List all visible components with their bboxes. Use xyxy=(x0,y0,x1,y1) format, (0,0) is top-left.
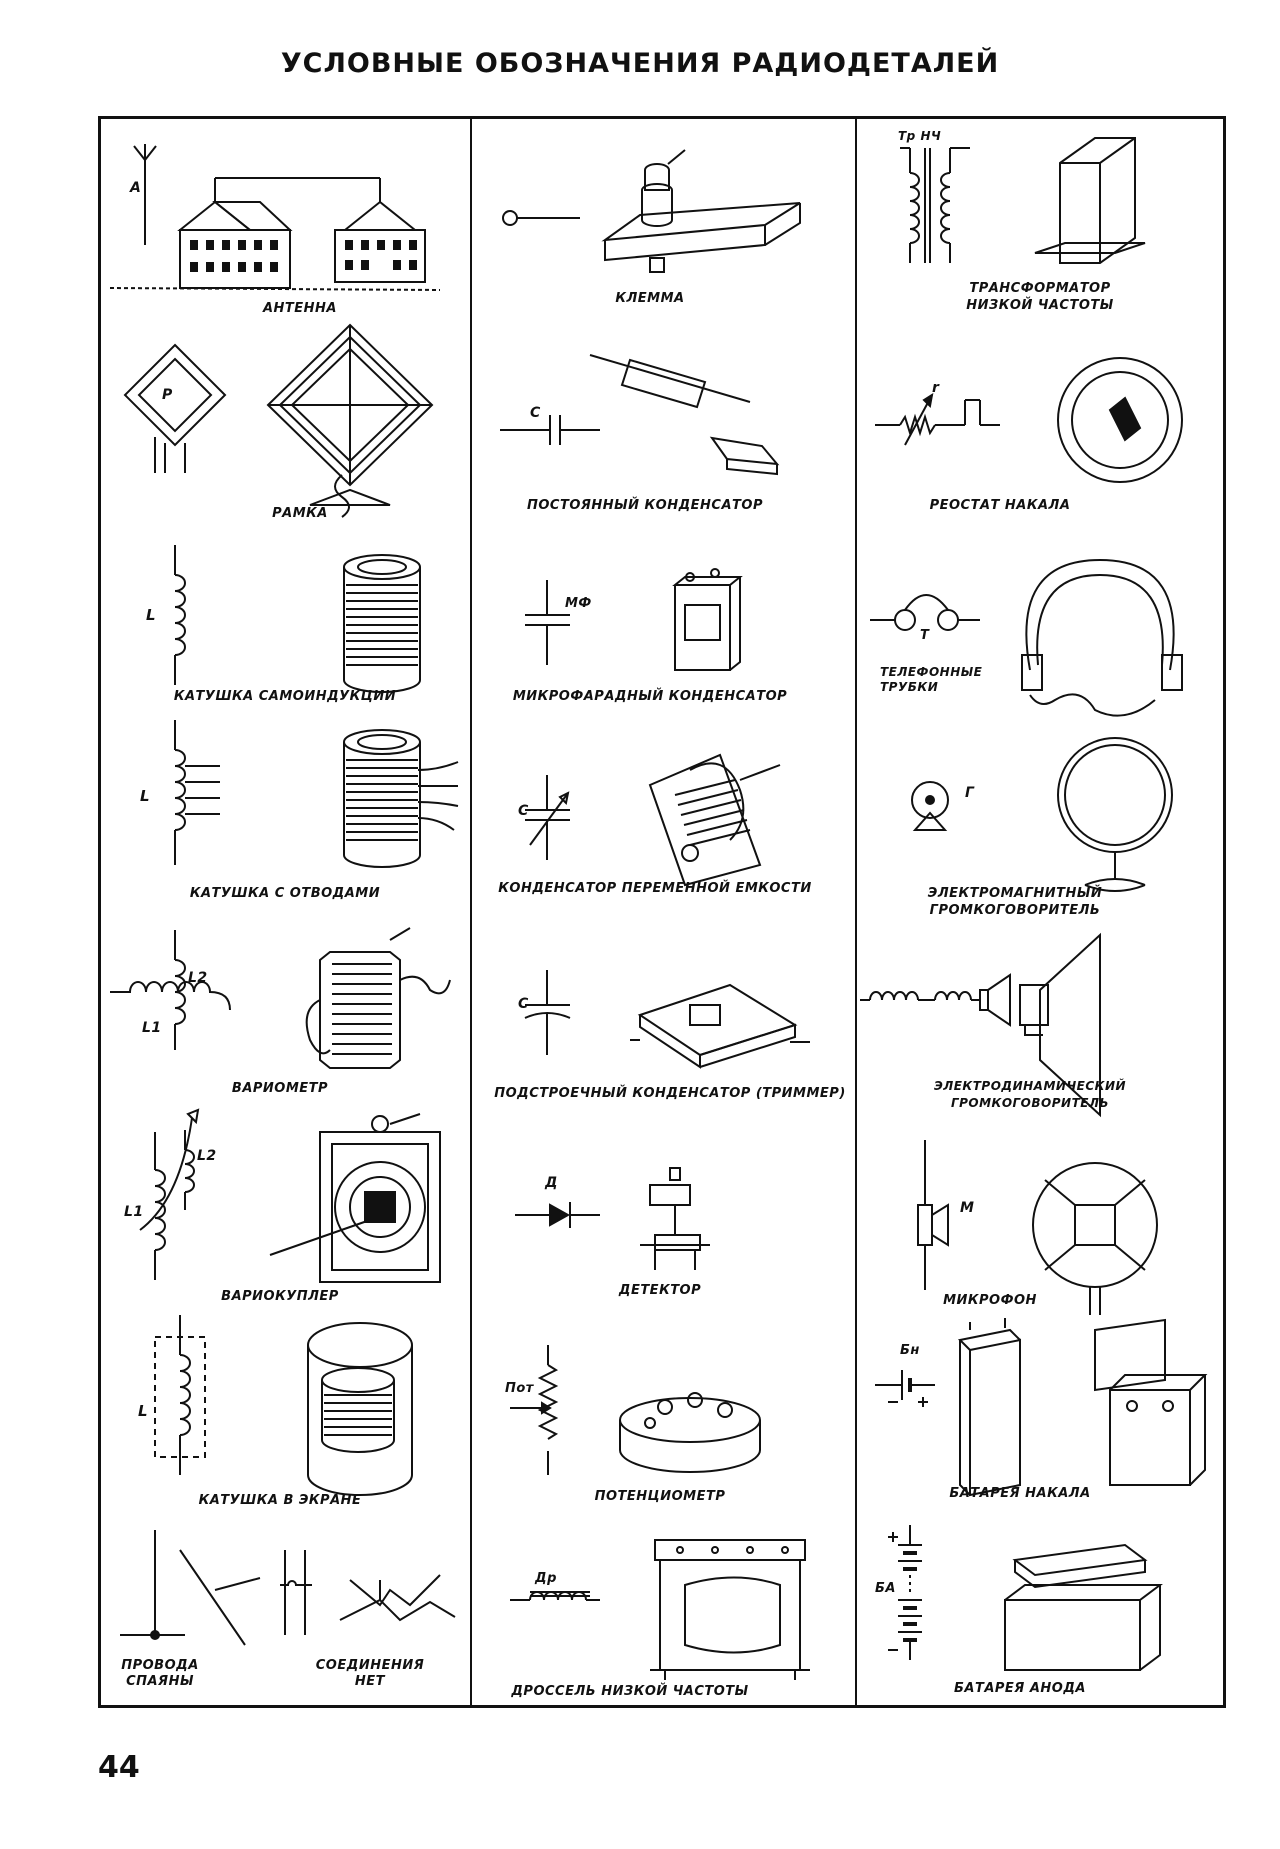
antenna-symbol-label: А xyxy=(130,180,142,196)
variometer-label-l1: L1 xyxy=(142,1020,162,1036)
antenna-illustration xyxy=(110,140,460,320)
frame-antenna-illustration xyxy=(110,325,460,530)
coil-symbol-label: L xyxy=(146,606,157,624)
page-title: УСЛОВНЫЕ ОБОЗНАЧЕНИЯ РАДИОДЕТАЛЕЙ xyxy=(280,48,1000,79)
microphone-symbol-label: М xyxy=(960,1200,975,1216)
fixed-capacitor-item xyxy=(490,340,840,520)
antenna-caption: АНТЕННА xyxy=(262,301,337,316)
trimmer-capacitor-item xyxy=(490,960,850,1110)
terminal-item xyxy=(490,150,840,310)
filament-battery-caption: БАТАРЕЯ НАКАЛА xyxy=(949,1486,1091,1501)
tapped-coil-symbol-label: L xyxy=(140,787,151,805)
rheostat-item xyxy=(870,340,1220,520)
variocoupler-label-l1: L1 xyxy=(124,1204,144,1220)
choke-symbol-label: Др xyxy=(535,1571,557,1586)
trimmer-symbol-label: С xyxy=(518,996,529,1012)
column-divider xyxy=(855,116,857,1708)
terminal-caption: КЛЕММА xyxy=(615,291,685,306)
microfarad-capacitor-item xyxy=(490,555,840,710)
shielded-coil-item xyxy=(110,1315,460,1515)
variometer-illustration xyxy=(110,930,460,1100)
variocoupler-illustration xyxy=(110,1110,460,1310)
anode-battery-illustration xyxy=(870,1525,1220,1705)
transformer-item xyxy=(870,128,1220,323)
anode-battery-item xyxy=(870,1525,1220,1705)
transformer-caption: ТРАНСФОРМАТОР НИЗКОЙ ЧАСТОТЫ xyxy=(966,281,1114,313)
filament-battery-symbol-label: Бн xyxy=(900,1343,920,1358)
fixed-capacitor-illustration xyxy=(490,340,840,520)
headphones-item xyxy=(870,555,1220,715)
trimmer-capacitor-caption: ПОДСТРОЕЧНЫЙ КОНДЕНСАТОР (ТРИММЕР) xyxy=(494,1086,846,1101)
tapped-coil-item xyxy=(110,720,460,905)
page-number: 44 xyxy=(98,1750,140,1785)
shielded-coil-symbol-label: L xyxy=(138,1402,149,1420)
anode-battery-symbol-label: БА xyxy=(875,1581,896,1596)
potentiometer-symbol-label: Пот xyxy=(505,1381,534,1396)
inductance-coil-item xyxy=(110,545,460,705)
potentiometer-illustration xyxy=(490,1345,840,1510)
wires-item xyxy=(110,1530,460,1700)
shielded-coil-illustration xyxy=(110,1315,460,1515)
potentiometer-item xyxy=(490,1345,840,1510)
electromagnetic-speaker-caption: ЭЛЕКТРОМАГНИТНЫЙ ГРОМКОГОВОРИТЕЛЬ xyxy=(927,886,1103,918)
rheostat-symbol-label: r xyxy=(932,380,940,396)
electromagnetic-speaker-symbol-label: Г xyxy=(965,785,975,801)
variable-capacitor-item xyxy=(490,735,840,905)
variometer-label-l2: L2 xyxy=(188,970,208,986)
electrodynamic-speaker-caption: ЭЛЕКТРОДИНАМИЧЕСКИЙ ГРОМКОГОВОРИТЕЛЬ xyxy=(933,1079,1127,1110)
fixed-capacitor-symbol-label: С xyxy=(530,405,541,421)
frame-symbol-label: Р xyxy=(162,387,173,403)
choke-illustration xyxy=(490,1530,840,1705)
filament-battery-illustration xyxy=(870,1320,1220,1510)
detector-item xyxy=(490,1160,840,1305)
inductance-coil-caption: КАТУШКА САМОИНДУКЦИИ xyxy=(173,689,397,704)
rheostat-caption: РЕОСТАТ НАКАЛА xyxy=(929,498,1071,513)
potentiometer-caption: ПОТЕНЦИОМЕТР xyxy=(594,1489,726,1504)
microphone-item xyxy=(870,1140,1220,1310)
variocoupler-caption: ВАРИОКУПЛЕР xyxy=(221,1289,339,1304)
detector-caption: ДЕТЕКТОР xyxy=(618,1283,702,1298)
detector-symbol-label: Д xyxy=(545,1175,558,1191)
choke-item xyxy=(490,1530,840,1705)
microphone-caption: МИКРОФОН xyxy=(943,1293,1037,1308)
microfarad-symbol-label: МФ xyxy=(565,596,592,611)
variometer-caption: ВАРИОМЕТР xyxy=(231,1081,329,1096)
transformer-symbol-label: Тр НЧ xyxy=(898,129,942,143)
anode-battery-caption: БАТАРЕЯ АНОДА xyxy=(954,1681,1086,1696)
headphones-symbol-label: Т xyxy=(920,628,930,643)
variocoupler-label-l2: L2 xyxy=(197,1148,217,1164)
fixed-capacitor-caption: ПОСТОЯННЫЙ КОНДЕНСАТОР xyxy=(527,498,763,513)
tapped-coil-illustration xyxy=(110,720,460,905)
inductance-coil-illustration xyxy=(110,545,460,705)
electrodynamic-speaker-item xyxy=(860,930,1230,1115)
variometer-item xyxy=(110,930,460,1100)
rheostat-illustration xyxy=(870,340,1220,520)
shielded-coil-caption: КАТУШКА В ЭКРАНЕ xyxy=(198,1493,362,1508)
frame-antenna-item xyxy=(110,325,460,530)
variable-capacitor-caption: КОНДЕНСАТОР ПЕРЕМЕННОЙ ЕМКОСТИ xyxy=(498,881,812,896)
filament-battery-item xyxy=(870,1320,1220,1510)
wires-no-connection-caption: СОЕДИНЕНИЯ НЕТ xyxy=(315,1658,425,1689)
variocoupler-item xyxy=(110,1110,460,1310)
variable-capacitor-symbol-label: С xyxy=(518,803,529,819)
headphones-caption: ТЕЛЕФОННЫЕ ТРУБКИ xyxy=(880,665,983,694)
antenna-item xyxy=(110,140,460,320)
tapped-coil-caption: КАТУШКА С ОТВОДАМИ xyxy=(189,886,381,901)
microfarad-capacitor-illustration xyxy=(490,555,840,710)
frame-antenna-caption: РАМКА xyxy=(272,506,328,521)
terminal-illustration xyxy=(490,150,840,310)
microfarad-capacitor-caption: МИКРОФАРАДНЫЙ КОНДЕНСАТОР xyxy=(512,689,788,704)
choke-caption: ДРОССЕЛЬ НИЗКОЙ ЧАСТОТЫ xyxy=(511,1684,749,1699)
electromagnetic-speaker-item xyxy=(870,735,1220,920)
microphone-illustration xyxy=(870,1140,1220,1310)
wires-soldered-caption: ПРОВОДА СПАЯНЫ xyxy=(121,1658,199,1689)
column-divider xyxy=(470,116,472,1708)
